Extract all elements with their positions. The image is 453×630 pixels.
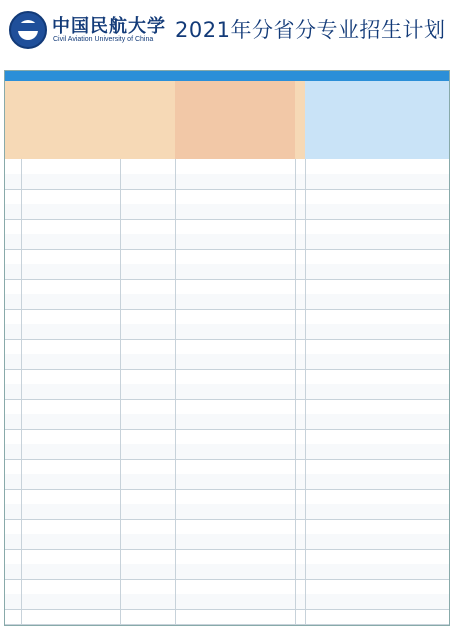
table-row xyxy=(5,429,449,445)
table-row xyxy=(5,204,449,220)
table-row xyxy=(5,444,449,460)
column-divider xyxy=(175,159,176,625)
table-row xyxy=(5,579,449,595)
university-name-en: Civil Aviation University of China xyxy=(53,36,154,43)
table-row xyxy=(5,594,449,610)
table-row xyxy=(5,414,449,430)
column-divider xyxy=(295,159,296,625)
table-row xyxy=(5,294,449,310)
logo-wing xyxy=(15,23,41,31)
table-row xyxy=(5,564,449,580)
table-row xyxy=(5,549,449,565)
table-row xyxy=(5,399,449,415)
university-logo xyxy=(9,11,47,49)
table-row xyxy=(5,189,449,205)
table-top-band xyxy=(5,71,449,81)
table-row xyxy=(5,459,449,475)
table-row xyxy=(5,264,449,280)
table-row xyxy=(5,384,449,400)
table-row xyxy=(5,324,449,340)
table-row xyxy=(5,519,449,535)
column-divider xyxy=(305,159,306,625)
column-divider xyxy=(120,159,121,625)
table-body xyxy=(5,159,449,625)
page-title: 2021年分省分专业招生计划 xyxy=(175,18,446,42)
table-row xyxy=(5,249,449,265)
table-row xyxy=(5,369,449,385)
table-row xyxy=(5,309,449,325)
table-row xyxy=(5,174,449,190)
table-row xyxy=(5,159,449,175)
table-header-band-blue xyxy=(305,81,449,159)
table-row xyxy=(5,339,449,355)
column-divider xyxy=(21,159,22,625)
table-row xyxy=(5,474,449,490)
table-row xyxy=(5,354,449,370)
table-row xyxy=(5,279,449,295)
enrollment-table xyxy=(4,70,450,626)
table-row xyxy=(5,504,449,520)
table-row xyxy=(5,489,449,505)
table-row xyxy=(5,534,449,550)
table-row xyxy=(5,234,449,250)
table-row xyxy=(5,219,449,235)
university-name-cn: 中国民航大学 xyxy=(52,16,166,37)
table-row xyxy=(5,609,449,625)
page-header xyxy=(0,0,453,58)
table-header-band-secondary xyxy=(175,81,295,159)
